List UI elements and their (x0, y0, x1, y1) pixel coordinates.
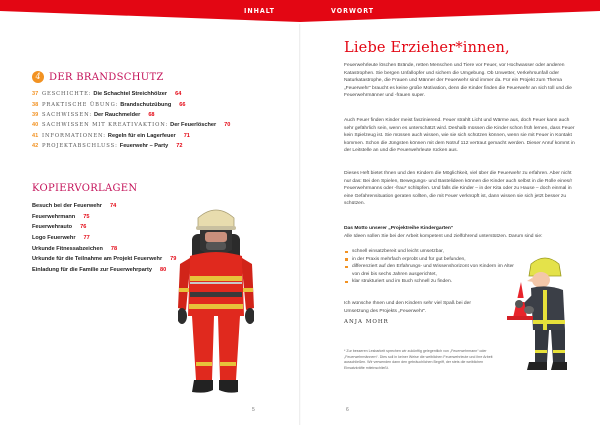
kv-entry[interactable] (32, 233, 176, 244)
toc-num: 37 (32, 91, 39, 98)
toc-entry[interactable] (32, 99, 230, 109)
kv-title: Einladung für die Familie zur Feuerwehrparty (32, 266, 152, 273)
firefighter-illustration (178, 204, 254, 396)
toc-entry[interactable] (32, 120, 230, 130)
toc-category: INFORMATIONEN: (42, 132, 106, 139)
toc-title: Der Feuerlöscher (170, 122, 217, 129)
intro-paragraph-3: Dieses Heft bietet Ihnen und den Kindern die Möglichkeit, viel über die Feuerwehr zu erfahren. Aber nicht nur das: Bei den Spielen, Bewegungs- und Bastelideen können die Kinder auch selbst in die Rolle eines/r Feuerwehrmanns oder -frau* schlüpfen. Und falls die Kinder – in der Kita oder zu Hause – doch einmal in eine Gefahrensituation geraten sollten, die mit Feuer verknüpft ist, dann wissen sie sich jetzt besser zu schützen. (344, 171, 573, 207)
motto-bullet-list (344, 248, 514, 286)
kv-page: 79 (170, 256, 177, 263)
closing-text: Ich wünsche Ihnen und den Kindern sehr viel Spaß bei der Umsetzung des Projekts „Feuerwehr“. (344, 301, 471, 314)
toc-num: 38 (32, 101, 39, 108)
footnote: * Zur besseren Lesbarkeit sprechen wir zukünftig gelegentlich von „Feuerwehrmann“ oder „Feuerwehrmännern“. Dies soll in keiner Weise die weiblichen Feuerwehrleute und ihre Arbeit ausschließen. Wir verwenden dann den gebräuchlichen Begriff, der stets die weiblichen Einsatzkräfte miteinschließt. (344, 349, 493, 370)
bullet-item: in der Praxis mehrfach erprobt und für gut befunden, (344, 256, 514, 264)
toc-entry[interactable] (32, 110, 230, 120)
kv-title: Urkunde für die Teilnahme am Projekt Feuerwehr (32, 256, 163, 263)
toc-num: 39 (32, 111, 39, 118)
toc-num: 42 (32, 143, 39, 150)
toc-page: 72 (176, 143, 183, 150)
toc-title: Brandschutzübung (120, 101, 172, 108)
page-number-right: 6 (346, 407, 349, 413)
toc-page: 70 (224, 122, 231, 129)
toc-title: Feuerwehr – Party (119, 143, 169, 150)
toc-category: SACHWISSEN MIT KREATIVAKTION: (42, 122, 169, 129)
motto-intro: Alle Ideen sollen Sie bei der Arbeit kompetent und zielführend unterstützen. Darum sind sie: (344, 234, 543, 239)
kopiervorlagen-heading: KOPIERVORLAGEN (32, 183, 138, 194)
kv-title: Feuerwehrauto (32, 224, 73, 231)
bullet-item: schnell einsatzbereit und leicht umsetzbar, (344, 248, 514, 256)
toc-entry[interactable] (32, 131, 230, 141)
toc-category: SACHWISSEN: (42, 111, 92, 118)
chapter-number-badge: 4 (32, 71, 44, 83)
kv-entry[interactable] (32, 254, 176, 265)
page-number-left: 5 (252, 407, 255, 413)
author-signature: ANJA MOHR (344, 319, 389, 325)
toc-page: 68 (148, 111, 155, 118)
toc-num: 41 (32, 132, 39, 139)
kv-entry[interactable] (32, 201, 176, 212)
kv-entry[interactable] (32, 222, 176, 233)
kv-page: 80 (159, 266, 167, 273)
chapter-title: DER BRANDSCHUTZ (49, 71, 164, 83)
toc-entry[interactable] (32, 141, 230, 151)
bullet-item: klar strukturiert und im Buch schnell zu finden. (344, 278, 514, 286)
kv-page: 77 (83, 235, 90, 242)
kv-page: 78 (110, 245, 118, 252)
toc-page: 71 (183, 132, 190, 139)
kv-page: 74 (109, 203, 117, 210)
banner-shape (0, 0, 600, 24)
kv-entry[interactable] (32, 265, 176, 276)
header-banner (0, 0, 600, 24)
kv-title: Besuch bei der Feuerwehr (32, 203, 102, 210)
chapter-toc (32, 89, 230, 151)
tab-vorwort[interactable]: VORWORT (331, 7, 375, 15)
kv-title: Urkunde Fitnessabzeichen (32, 245, 103, 252)
kv-title: Feuerwehrmann (32, 213, 76, 220)
chapter-heading (32, 71, 164, 83)
toc-entry[interactable] (32, 89, 230, 99)
kv-page: 75 (83, 213, 90, 220)
toc-title: Die Schachtel Streichhölzer (93, 91, 168, 98)
bullet-item: differenziert auf den Erfahrungs- und Wissenshorizont von Kindern im Alter von drei bis sechs Jahren ausgerichtet, (344, 263, 514, 278)
motto-heading: Das Motto unserer „Projektreihe Kindergarten“ (344, 226, 454, 231)
toc-title: Der Rauchmelder (93, 111, 141, 118)
kv-page: 76 (80, 224, 87, 231)
toc-page: 66 (179, 101, 186, 108)
book-spine (299, 24, 301, 425)
intro-paragraph-2: Auch Feuer finden Kinder meist faszinierend. Feuer strahlt Licht und Wärme aus, doch Feuer kann auch sehr gefährlich sein, wenn es unterschätzt wird. Deshalb müssen die Kinder schon früh lernen, dass Feuer kein Spielzeug ist. Sie müssen auch wissen, wie sie sich schützen können, wenn sie mit Feuer in Kontakt kommen. Schon die Jüngsten können mit dem Notruf 112 vertraut gemacht werden. Dieser Anruf kommt in der Leitstelle an und die Feuerwehrleute rücken aus. (344, 118, 575, 154)
toc-category: PROJEKTABSCHLUSS: (42, 143, 118, 150)
toc-page: 64 (175, 91, 182, 98)
toc-title: Regeln für ein Lagerfeuer (107, 132, 176, 139)
kv-title: Logo Feuerwehr (32, 235, 76, 242)
intro-paragraph-1: Feuerwehrleute löschen Brände, retten Menschen und Tiere vor Feuer, vor Hochwasser oder anderen Katastrophen. Sie bergen Unfallopfer und sichern die Umgebung. Ob Unwetter, Verkehrsunfall oder Naturkatastrophe, die Frauen und Männer der Feuerwehr sind immer da. Für ein Projekt zum Thema „Feuerwehr“ braucht es keine große Motivation, denn die Kinder finden die Feuerwehr an sich toll und die Feuerwehrmänner und -frauen super. (344, 63, 572, 99)
toc-category: GESCHICHTE: (42, 91, 92, 98)
tab-inhalt[interactable]: INHALT (244, 7, 275, 15)
kv-entry[interactable] (32, 212, 176, 223)
kopiervorlagen-list (32, 201, 176, 275)
kv-entry[interactable] (32, 243, 176, 254)
toc-num: 40 (32, 122, 39, 129)
greeting-heading: Liebe Erzieher*innen, (344, 40, 510, 56)
toc-category: PRAKTISCHE ÜBUNG: (42, 101, 119, 108)
firefighter-cone-illustration (505, 254, 571, 374)
